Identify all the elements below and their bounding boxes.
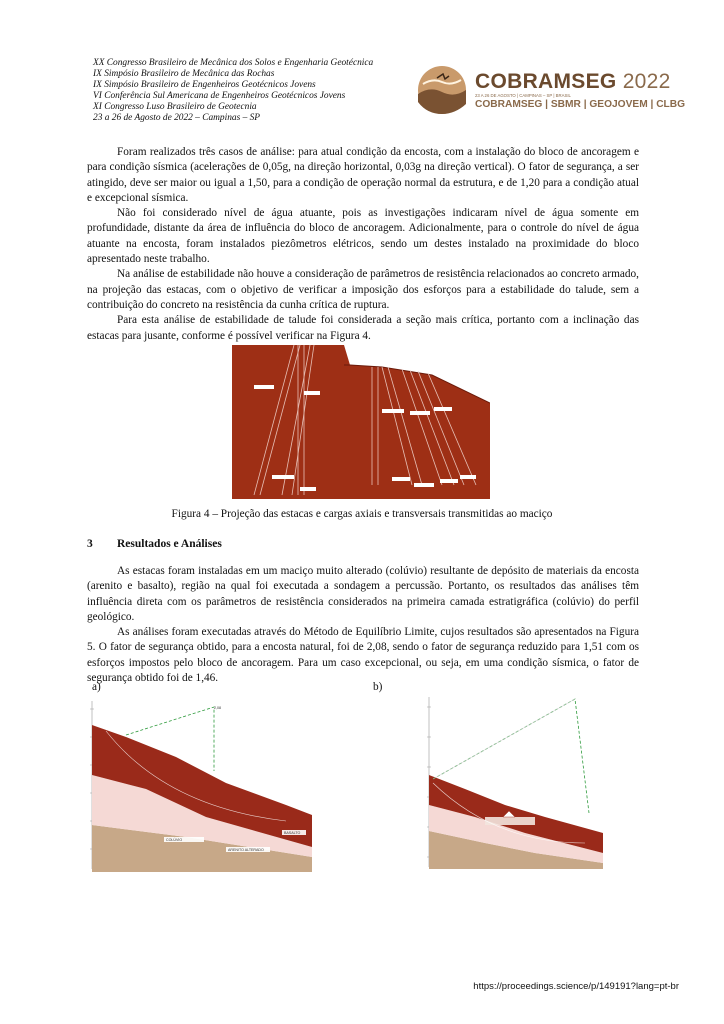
figure-5b-label: b) — [373, 681, 383, 693]
figure-5a — [86, 697, 312, 872]
paragraph: Na análise de estabilidade não houve a consideração de parâmetros de resistência relacionados ao concreto armado, na projeção das estacas, com o objetivo de verificar a imposição dos esforços para a estabilidade do talude, sem a contribuição do concreto na resistência da cunha crítica de ruptura. — [87, 268, 639, 311]
footer-url[interactable]: https://proceedings.science/p/149191?lang=pt-br — [473, 981, 679, 992]
section-heading — [87, 538, 222, 550]
header-line: XI Congresso Luso Brasileiro de Geotecnia — [93, 101, 257, 112]
section-title: Resultados e Análises — [117, 538, 222, 550]
figure-4 — [232, 345, 490, 499]
body-text-1 — [87, 145, 639, 344]
header-line: VI Conferência Sul Americana de Engenheiros Geotécnicos Jovens — [93, 90, 346, 101]
logo-subtitle: COBRAMSEG | SBMR | GEOJOVEM | CLBG — [475, 99, 686, 110]
paragraph: As análises foram executadas através do Método de Equilíbrio Limite, cujos resultados são apresentados na Figura 5. O fator de segurança obtido, para a encosta natural, foi de 2,08, sendo o fator de segurança reduzido para 1,51 com os esforços impostos pelo bloco de ancoragem. Para um caso excepcional, ou seja, em uma condição sísmica, o fator de segurança obtido foi de 1,46. — [87, 626, 639, 685]
cobramseg-logo — [415, 64, 686, 116]
fs-label-a: 2,08 — [214, 706, 221, 710]
figure-5b — [425, 693, 603, 869]
header-line: IX Simpósio Brasileiro de Mecânica das Rochas — [93, 68, 275, 79]
logo-tagline: 23 A 26 DE AGOSTO | CAMPINAS – SP | BRASIL — [475, 93, 571, 98]
header-line: XX Congresso Brasileiro de Mecânica dos Solos e Engenharia Geotécnica — [93, 58, 374, 68]
conference-header — [93, 58, 433, 123]
header-line: IX Simpósio Brasileiro de Engenheiros Geotécnicos Jovens — [93, 79, 316, 90]
paragraph: Foram realizados três casos de análise: para atual condição da encosta, com a instalação do bloco de ancoragem e para condição sísmica (acelerações de 0,05g, na direção horizontal, 0,03g na direção vertical). O fator de segurança, a ser atingido, deve ser maior ou igual a 1,50, para a condição de operação normal da estrutura, e de 1,20 para a condição atual e excepcional sísmica. — [87, 146, 639, 204]
paragraph: Não foi considerado nível de água atuante, pois as investigações indicaram nível de água somente em profundidade, distante da área de influência do bloco de ancoragem. Adicionalmente, para o controle do nível de água atuante na encosta, foram instalados piezômetros elétricos, sendo um destes instalado na proximidade do bloco apresentado neste trabalho. — [87, 207, 639, 266]
section-number: 3 — [87, 538, 93, 550]
paragraph: Para esta análise de estabilidade de talude foi considerada a seção mais crítica, portanto com a inclinação das estacas para jusante, conforme é possível verificar na Figura 4. — [87, 314, 639, 342]
header-line: 23 a 26 de Agosto de 2022 – Campinas – SP — [93, 112, 261, 123]
figure-4-caption: Figura 4 – Projeção das estacas e cargas axiais e transversais transmitidas ao maciço — [171, 508, 553, 520]
logo-title-text: COBRAMSEG — [475, 70, 617, 93]
body-text-2 — [87, 564, 639, 686]
logo-title — [475, 70, 671, 94]
layer-label-basalt: BASALTO — [284, 831, 301, 835]
figure-5a-label: a) — [92, 681, 101, 693]
logo-year: 2022 — [622, 70, 671, 93]
layer-label-sandstone: ARENITO ALTERADO — [228, 848, 264, 852]
paragraph: As estacas foram instaladas em um maciço muito alterado (colúvio) resultante de depósito de materiais da encosta (arenito e basalto), região na qual foi executada a sondagem a percussão. Portanto, os resultados das análises têm influência direta com os parâmetros de resistência considerados na primeira camada estratigráfica (colúvio) do perfil geológico. — [87, 565, 639, 623]
logo-emblem-icon — [415, 64, 469, 116]
layer-label-colluvium: COLÚVIO — [166, 838, 183, 842]
